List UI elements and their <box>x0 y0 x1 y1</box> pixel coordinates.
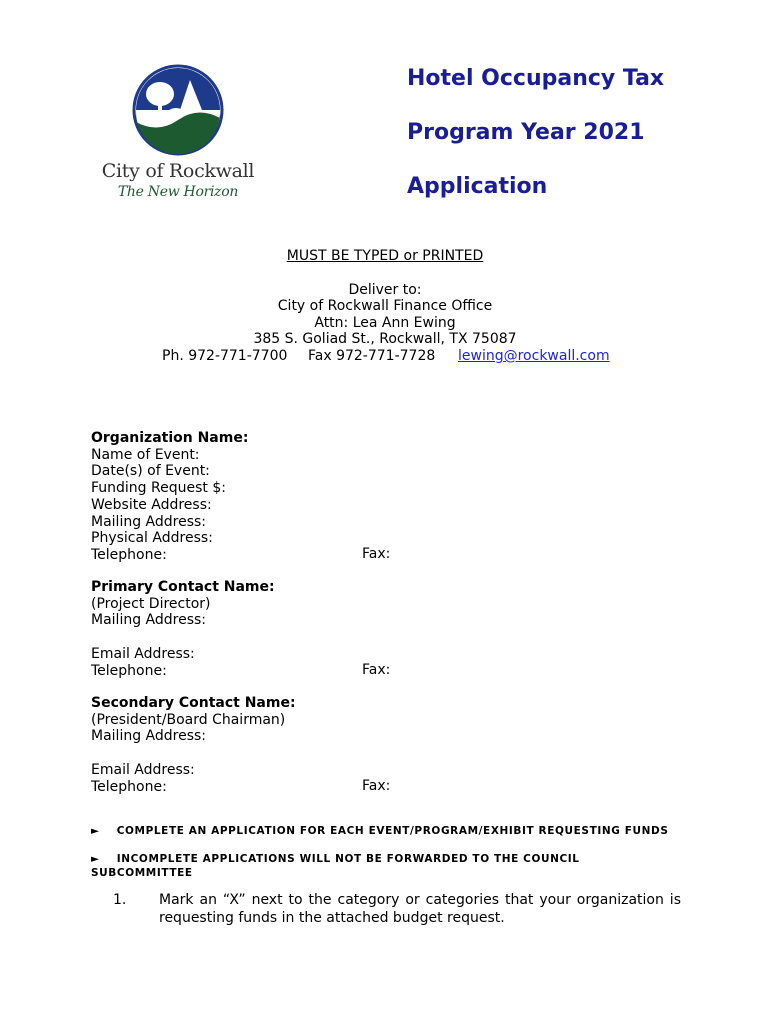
secondary-role-label: (President/Board Chairman) <box>91 711 286 728</box>
organization-section <box>91 430 248 564</box>
primary-fax-label: Fax: <box>362 662 391 678</box>
attention-line: Attn: Lea Ann Ewing <box>314 315 456 331</box>
notice-text-1: COMPLETE AN APPLICATION FOR EACH EVENT/PROGRAM/EXHIBIT REQUESTING FUNDS <box>116 825 669 837</box>
primary-role-label: (Project Director) <box>91 595 211 612</box>
notice-text-2a: INCOMPLETE APPLICATIONS WILL NOT BE FORWARDED TO THE COUNCIL <box>116 853 580 865</box>
title-line-2: Program Year 2021 <box>407 120 645 145</box>
event-dates-label: Date(s) of Event: <box>91 463 210 480</box>
arrow-icon: ► <box>91 853 100 865</box>
primary-contact-label: Primary Contact Name: <box>91 579 275 595</box>
title-line-1: Hotel Occupancy Tax <box>407 66 665 91</box>
primary-email-label: Email Address: <box>91 645 195 662</box>
website-address-label: Website Address: <box>91 496 212 513</box>
notice-text-2b: SUBCOMMITTEE <box>91 867 193 879</box>
logo-tagline: The New Horizon <box>117 184 239 200</box>
mailing-address-label: Mailing Address: <box>91 513 207 530</box>
secondary-email-label: Email Address: <box>91 761 195 778</box>
telephone-label: Telephone: <box>91 546 167 563</box>
notice-complete-application <box>91 825 668 837</box>
deliver-to-label: Deliver to: <box>348 282 422 298</box>
primary-contact-section <box>91 579 275 679</box>
phone-number: Ph. 972-771-7700 <box>162 348 288 364</box>
email-link[interactable]: lewing@rockwall.com <box>458 348 610 364</box>
must-be-typed-note: MUST BE TYPED or PRINTED <box>286 248 484 264</box>
organization-fax-label: Fax: <box>362 546 391 562</box>
secondary-fax-label: Fax: <box>362 778 391 794</box>
fax-number: Fax 972-771-7728 <box>308 348 436 364</box>
primary-mailing-label: Mailing Address: <box>91 612 207 629</box>
title-line-3: Application <box>407 174 548 199</box>
street-address: 385 S. Goliad St., Rockwall, TX 75087 <box>253 331 517 347</box>
secondary-telephone-label: Telephone: <box>91 778 167 795</box>
primary-telephone-label: Telephone: <box>91 662 167 679</box>
physical-address-label: Physical Address: <box>91 530 213 547</box>
funding-request-label: Funding Request $: <box>91 480 226 497</box>
arrow-icon: ► <box>91 825 100 837</box>
secondary-contact-label: Secondary Contact Name: <box>91 695 296 711</box>
organization-name-label: Organization Name: <box>91 430 249 446</box>
logo-city-name: City of Rockwall <box>101 160 255 182</box>
notice-incomplete-applications <box>91 852 580 880</box>
item-text: Mark an “X” next to the category or categories that your organization is requesting funds in the attached budget request. <box>159 892 681 926</box>
secondary-mailing-label: Mailing Address: <box>91 728 207 745</box>
office-name: City of Rockwall Finance Office <box>277 298 493 314</box>
item-number: 1. <box>113 892 127 908</box>
event-name-label: Name of Event: <box>91 446 200 463</box>
secondary-contact-section <box>91 695 296 795</box>
